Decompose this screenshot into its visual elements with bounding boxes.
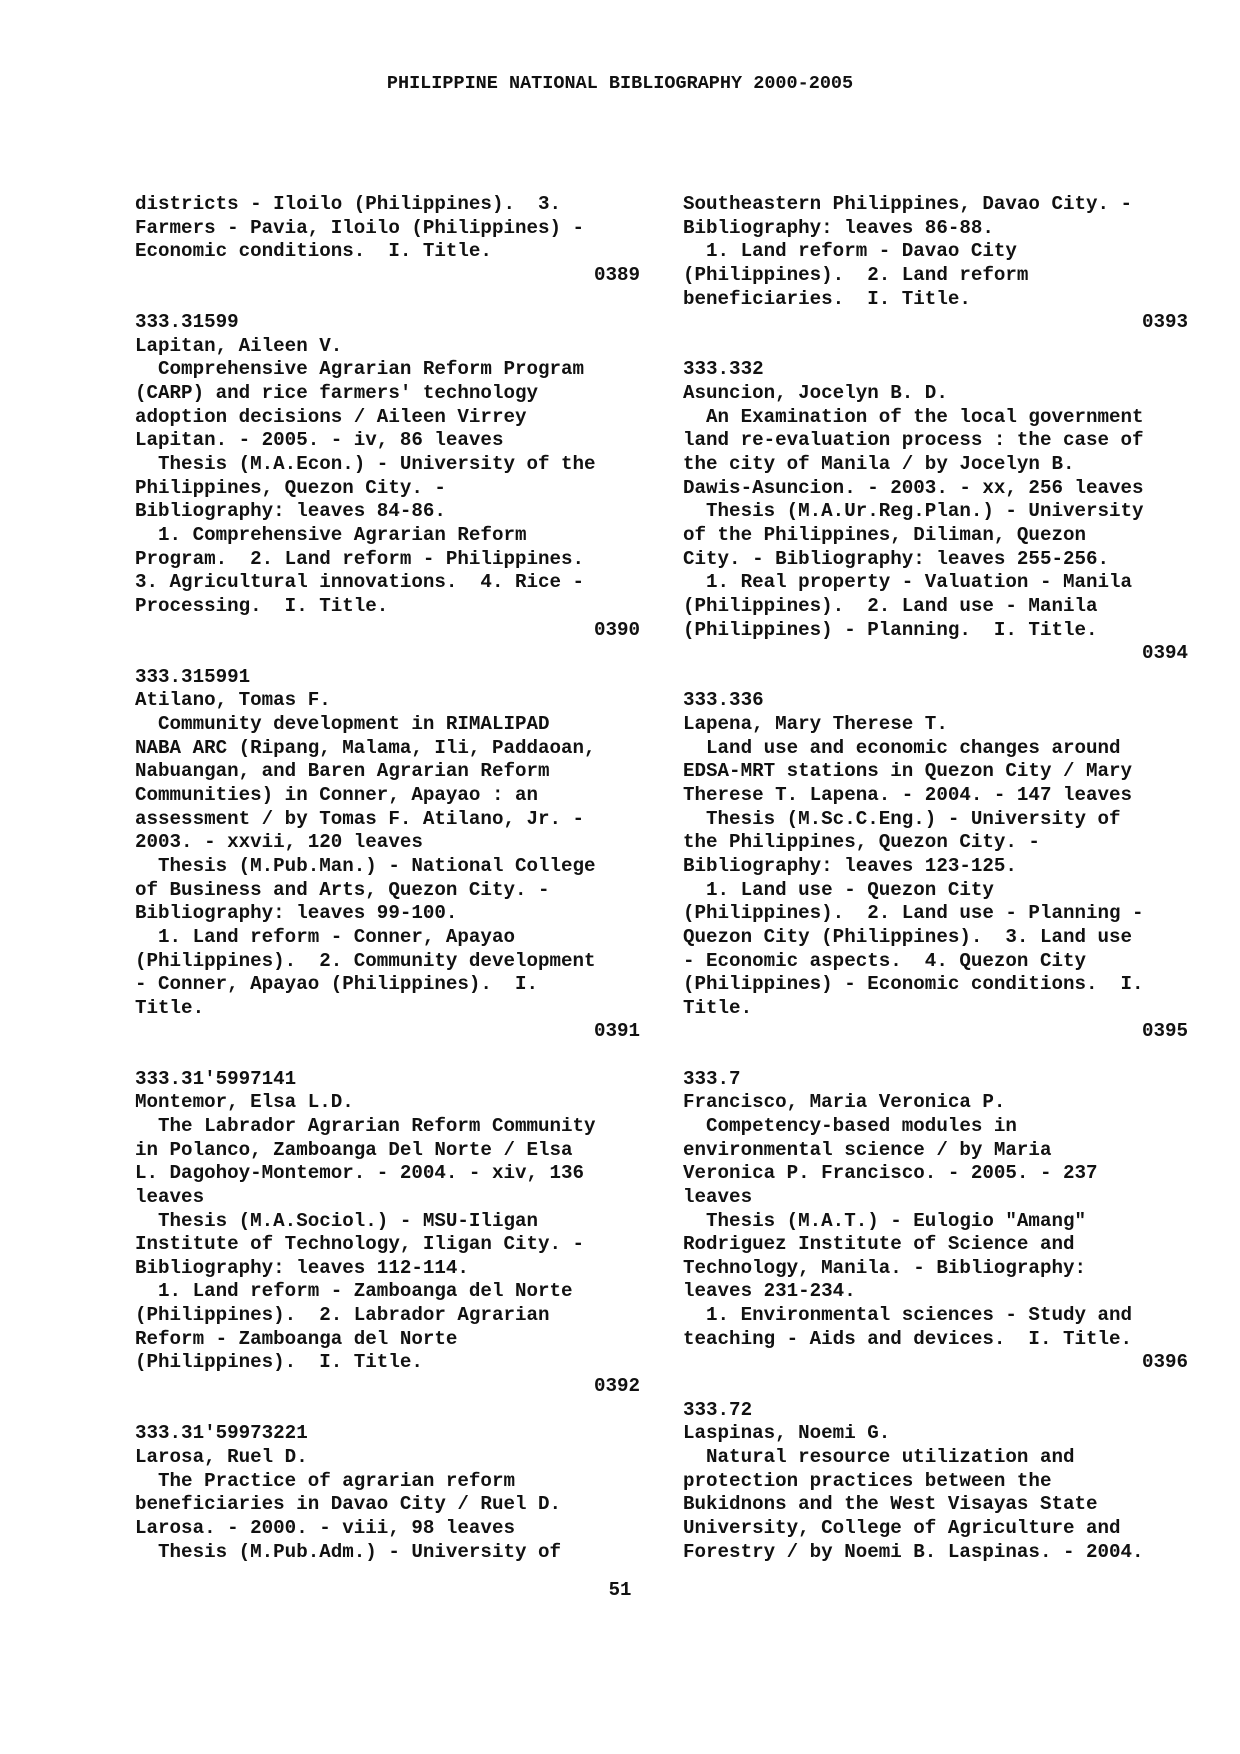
blank-line: [135, 288, 640, 312]
entry-line: (Philippines). 2. Land reform: [683, 263, 1029, 286]
entry-line: 333.336: [683, 689, 764, 712]
entry-line: land re-evaluation process : the case of: [683, 429, 1144, 452]
entry-line: 333.72: [683, 1398, 753, 1421]
entry-line: Thesis (M.A.T.) - Eulogio "Amang": [683, 1209, 1087, 1232]
entry-line: EDSA-MRT stations in Quezon City / Mary: [683, 760, 1133, 783]
entry-line: Forestry / by Noemi B. Laspinas. - 2004.: [683, 1540, 1144, 1563]
entry-line: Philippines, Quezon City. -: [135, 476, 446, 499]
entry-line: Larosa. - 2000. - viii, 98 leaves: [135, 1516, 515, 1539]
entry-line: Community development in RIMALIPAD: [135, 713, 550, 736]
entry-line: 333.332: [683, 358, 764, 381]
entry-line: - Conner, Apayao (Philippines). I.: [135, 973, 539, 996]
entry-line: of the Philippines, Diliman, Quezon: [683, 523, 1087, 546]
entry-line: An Examination of the local government: [683, 405, 1144, 428]
entry-line: The Labrador Agrarian Reform Community: [135, 1114, 596, 1137]
entry-line: Comprehensive Agrarian Reform Program: [135, 358, 585, 381]
entry-line: (Philippines). 2. Land use - Planning -: [683, 902, 1144, 925]
entry-number: 0392: [593, 1375, 640, 1398]
entry-number: 0390: [593, 618, 640, 641]
entry-line: Lapitan, Aileen V.: [135, 334, 343, 357]
entry-line: Quezon City (Philippines). 3. Land use: [683, 925, 1133, 948]
entry-number: 0395: [1141, 1020, 1188, 1043]
entry-line: (Philippines) - Economic conditions. I.: [683, 973, 1144, 996]
entry-line: Communities) in Conner, Apayao : an: [135, 784, 539, 807]
entry-line: 1. Real property - Valuation - Manila: [683, 571, 1133, 594]
entry-line: 333.315991: [135, 665, 251, 688]
entry-line: Nabuangan, and Baren Agrarian Reform: [135, 760, 550, 783]
entry-line: L. Dagohoy-Montemor. - 2004. - xiv, 136: [135, 1162, 585, 1185]
entry-line: (CARP) and rice farmers' technology: [135, 382, 539, 405]
entry-line: Lapitan. - 2005. - iv, 86 leaves: [135, 429, 504, 452]
entry-line: protection practices between the: [683, 1469, 1052, 1492]
entry-line: Farmers - Pavia, Iloilo (Philippines) -: [135, 216, 585, 239]
entry-line: Institute of Technology, Iligan City. -: [135, 1233, 585, 1256]
entry-line: Title.: [135, 996, 205, 1019]
blank-line: [683, 1044, 1188, 1068]
entry-line: (Philippines). I. Title.: [135, 1351, 423, 1374]
entry-line: Bibliography: leaves 123-125.: [683, 854, 1017, 877]
entry-line: 1. Land reform - Davao City: [683, 240, 1017, 263]
entry-line: Atilano, Tomas F.: [135, 689, 331, 712]
entry-line: Thesis (M.Pub.Man.) - National College: [135, 854, 596, 877]
entry-line: Laspinas, Noemi G.: [683, 1422, 891, 1445]
entry-line: 1. Land reform - Conner, Apayao: [135, 925, 515, 948]
entry-line: 333.31'59973221: [135, 1422, 308, 1445]
entry-line: Asuncion, Jocelyn B. D.: [683, 382, 948, 405]
entry-line: City. - Bibliography: leaves 255-256.: [683, 547, 1110, 570]
entry-line: districts - Iloilo (Philippines). 3.: [135, 193, 562, 215]
entry-line: The Practice of agrarian reform: [135, 1469, 515, 1492]
entry-line: leaves: [683, 1185, 753, 1208]
entry-number: 0394: [1141, 642, 1188, 665]
entry-line: Francisco, Maria Veronica P.: [683, 1091, 1006, 1114]
entry-line: 333.31599: [135, 311, 239, 334]
blank-line: [683, 1375, 1188, 1399]
entry-line: of Business and Arts, Quezon City. -: [135, 878, 550, 901]
entry-line: environmental science / by Maria: [683, 1138, 1052, 1161]
entry-number: 0391: [593, 1020, 640, 1043]
page-header: PHILIPPINE NATIONAL BIBLIOGRAPHY 2000-2005: [386, 73, 854, 94]
blank-line: [683, 335, 1188, 359]
entry-line: Thesis (M.Sc.C.Eng.) - University of: [683, 807, 1121, 830]
entry-line: Technology, Manila. - Bibliography:: [683, 1256, 1087, 1279]
left-column: [135, 193, 640, 1564]
entry-line: Processing. I. Title.: [135, 594, 389, 617]
entry-line: the Philippines, Quezon City. -: [683, 831, 1040, 854]
entry-line: University, College of Agriculture and: [683, 1516, 1121, 1539]
entry-line: (Philippines). 2. Land use - Manila: [683, 594, 1098, 617]
right-column: [683, 193, 1188, 1564]
entry-line: 1. Comprehensive Agrarian Reform: [135, 523, 527, 546]
entry-line: Program. 2. Land reform - Philippines.: [135, 547, 585, 570]
blank-line: [135, 642, 640, 666]
entry-line: 333.31'5997141: [135, 1067, 297, 1090]
entry-line: 1. Environmental sciences - Study and: [683, 1304, 1133, 1327]
entry-line: Bibliography: leaves 86-88.: [683, 216, 994, 239]
entry-line: beneficiaries. I. Title.: [683, 287, 971, 310]
entry-line: Therese T. Lapena. - 2004. - 147 leaves: [683, 784, 1133, 807]
entry-line: Rodriguez Institute of Science and: [683, 1233, 1075, 1256]
entry-line: 1. Land reform - Zamboanga del Norte: [135, 1280, 573, 1303]
entry-line: (Philippines). 2. Community development: [135, 949, 596, 972]
entry-line: NABA ARC (Ripang, Malama, Ili, Paddaoan,: [135, 736, 596, 759]
entry-line: Land use and economic changes around: [683, 736, 1121, 759]
entry-line: Bibliography: leaves 112-114.: [135, 1256, 469, 1279]
entry-line: Veronica P. Francisco. - 2005. - 237: [683, 1162, 1098, 1185]
entry-number: 0396: [1141, 1351, 1188, 1374]
entry-line: Thesis (M.A.Econ.) - University of the: [135, 453, 596, 476]
entry-line: Bukidnons and the West Visayas State: [683, 1493, 1098, 1516]
entry-number: 0389: [593, 263, 640, 286]
entry-line: beneficiaries in Davao City / Ruel D.: [135, 1493, 562, 1516]
blank-line: [683, 666, 1188, 690]
entry-line: adoption decisions / Aileen Virrey: [135, 405, 527, 428]
entry-line: Larosa, Ruel D.: [135, 1445, 308, 1468]
entry-line: Southeastern Philippines, Davao City. -: [683, 193, 1133, 215]
entry-line: Lapena, Mary Therese T.: [683, 713, 948, 736]
entry-line: Title.: [683, 996, 753, 1019]
entry-line: leaves: [135, 1185, 205, 1208]
entry-line: teaching - Aids and devices. I. Title.: [683, 1327, 1133, 1350]
entry-line: Thesis (M.A.Sociol.) - MSU-Iligan: [135, 1209, 539, 1232]
entry-line: Bibliography: leaves 84-86.: [135, 500, 446, 523]
entry-line: Montemor, Elsa L.D.: [135, 1091, 354, 1114]
entry-line: Competency-based modules in: [683, 1114, 1017, 1137]
entry-number: 0393: [1141, 311, 1188, 334]
entry-line: Economic conditions. I. Title.: [135, 240, 492, 263]
entry-line: Natural resource utilization and: [683, 1445, 1075, 1468]
entry-line: Dawis-Asuncion. - 2003. - xx, 256 leaves: [683, 476, 1144, 499]
entry-line: 3. Agricultural innovations. 4. Rice -: [135, 571, 585, 594]
entry-line: leaves 231-234.: [683, 1280, 856, 1303]
entry-line: - Economic aspects. 4. Quezon City: [683, 949, 1087, 972]
entry-line: 2003. - xxvii, 120 leaves: [135, 831, 423, 854]
entry-line: in Polanco, Zamboanga Del Norte / Elsa: [135, 1138, 573, 1161]
entry-line: Thesis (M.A.Ur.Reg.Plan.) - University: [683, 500, 1144, 523]
blank-line: [135, 1044, 640, 1068]
entry-line: assessment / by Tomas F. Atilano, Jr. -: [135, 807, 585, 830]
entry-line: (Philippines) - Planning. I. Title.: [683, 618, 1098, 641]
entry-line: (Philippines). 2. Labrador Agrarian: [135, 1304, 550, 1327]
page-number: 51: [608, 1579, 632, 1601]
entry-line: 1. Land use - Quezon City: [683, 878, 994, 901]
entry-line: 333.7: [683, 1067, 741, 1090]
entry-line: the city of Manila / by Jocelyn B.: [683, 453, 1075, 476]
entry-line: Reform - Zamboanga del Norte: [135, 1327, 458, 1350]
entry-line: Bibliography: leaves 99-100.: [135, 902, 458, 925]
entry-line: Thesis (M.Pub.Adm.) - University of: [135, 1540, 562, 1563]
blank-line: [135, 1399, 640, 1423]
